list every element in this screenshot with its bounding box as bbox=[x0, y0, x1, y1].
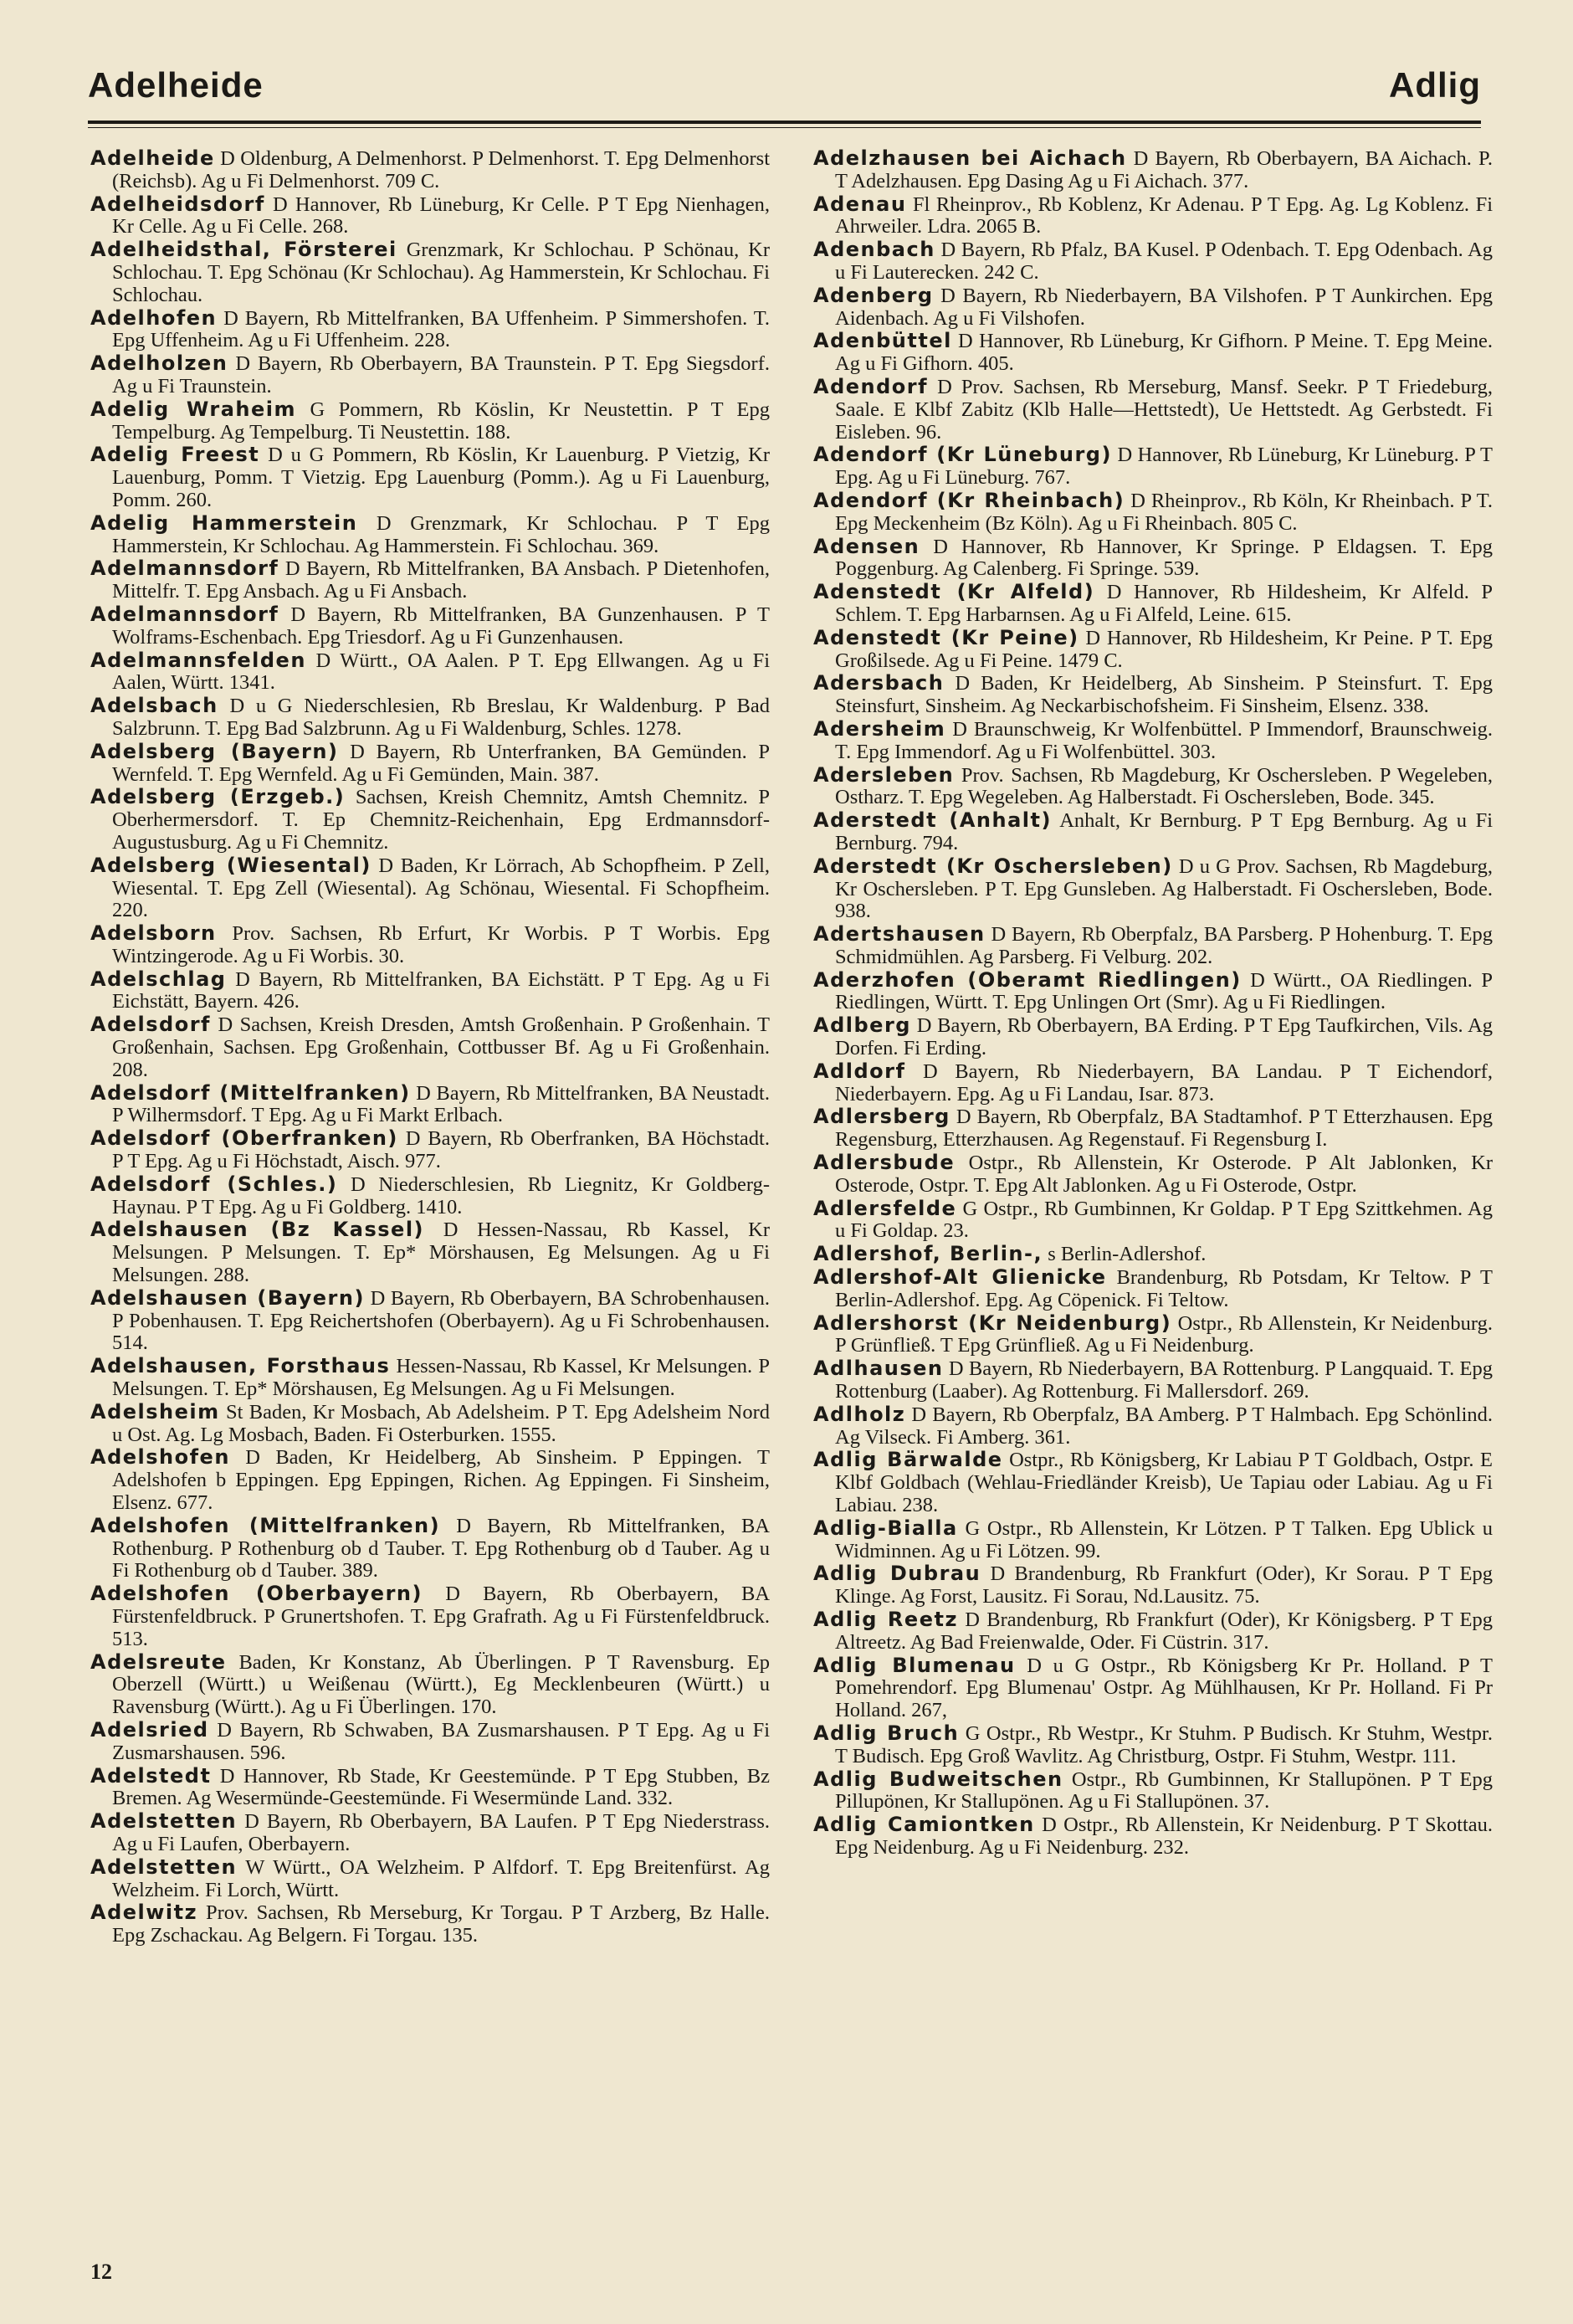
entry-details: D Bayern, Rb Schwaben, BA Zusmarshausen. P T Epg. Ag u Fi Zusmarshausen. 596. bbox=[112, 1718, 771, 1764]
gazetteer-entry bbox=[90, 1810, 770, 1856]
entry-details: D Hannover, Rb Hannover, Kr Springe. P Eldagsen. T. Epg Poggenburg. Ag Calenberg. Fi Springe. 539. bbox=[835, 535, 1493, 581]
entry-headword: Adelshausen (Bz Kassel) bbox=[90, 1218, 425, 1242]
left-column bbox=[90, 147, 770, 1947]
entry-details: D Hannover, Rb Lüneburg, Kr Lüneburg. P T Epg. Ag u Fi Lüneburg. 767. bbox=[835, 444, 1494, 490]
gazetteer-entry bbox=[90, 603, 770, 649]
gazetteer-entry bbox=[813, 627, 1493, 673]
gazetteer-entry bbox=[813, 1403, 1493, 1449]
gazetteer-entry bbox=[813, 1655, 1493, 1722]
entry-details: D Bayern, Rb Mittelfranken, BA Eichstätt. P T Epg. Ag u Fi Eichstätt, Bayern. 426. bbox=[112, 967, 771, 1013]
entry-details: Ostpr., Rb Allenstein, Kr Neidenburg. P Grünfließ. T Epg Grünfließ. Ag u Fi Neidenburg. bbox=[835, 1311, 1494, 1357]
entry-details: D Bayern, Rb Oberbayern, BA Erding. P T Epg Taufkirchen, Vils. Ag Dorfen. Fi Erding. bbox=[835, 1014, 1494, 1060]
entry-headword: Adelshofen (Oberbayern) bbox=[90, 1582, 423, 1606]
entry-details: Fl Rheinprov., Rb Koblenz, Kr Adenau. P T Epg. Ag. Lg Koblenz. Fi Ahrweiler. Ldra. 2065 B. bbox=[835, 192, 1493, 239]
entry-headword: Adelshofen (Mittelfranken) bbox=[90, 1513, 441, 1537]
entry-details: D Bayern, Rb Unterfranken, BA Gemünden. P Wernfeld. T. Epg Wernfeld. Ag u Fi Gemünden, Main. 387. bbox=[112, 740, 770, 786]
gazetteer-entry bbox=[90, 1583, 770, 1650]
gazetteer-entry bbox=[90, 968, 770, 1014]
entry-details: D Bayern, Rb Mittelfranken, BA Ansbach. P Dietenhofen, Mittelfr. T. Epg Ansbach. Ag u Fi Ansbach. bbox=[112, 557, 771, 603]
entry-details: W Württ., OA Welzheim. P Alfdorf. T. Epg Breitenfürst. Ag Welzheim. Fi Lorch, Württ. bbox=[112, 1855, 770, 1901]
entry-details: D u G Niederschlesien, Rb Breslau, Kr Waldenburg. P Bad Salzbrunn. T. Epg Bad Salzbrunn. Ag u Fi Waldenburg, Schles. 1278. bbox=[112, 695, 771, 740]
gazetteer-entry bbox=[90, 1515, 770, 1583]
entry-headword: Adendorf bbox=[813, 374, 929, 398]
entry-details: D Ostpr., Rb Allenstein, Kr Neidenburg. P T Skottau. Epg Neidenburg. Ag u Fi Neidenburg. 232. bbox=[835, 1814, 1494, 1859]
entry-headword: Adendorf (Kr Lüneburg) bbox=[813, 443, 1112, 467]
entry-headword: Adlig-Bialla bbox=[813, 1516, 958, 1540]
header-rule-thin bbox=[88, 127, 1481, 128]
entry-details: D Sachsen, Kreish Dresden, Amtsh Großenhain. P Großenhain. T Großenhain, Sachsen. Epg Großenhain, Cottbusser Bf. Ag u Fi Großenhain. 208. bbox=[112, 1013, 770, 1081]
gazetteer-entry bbox=[90, 239, 770, 306]
entry-headword: Adelmannsfelden bbox=[90, 648, 306, 672]
entry-details: D Brandenburg, Rb Frankfurt (Oder), Kr Sorau. P T Epg Klinge. Ag Forst, Lausitz. Fi Sorau, Nd.Lausitz. 75. bbox=[835, 1562, 1494, 1608]
entry-headword: Adenstedt (Kr Alfeld) bbox=[813, 580, 1095, 604]
gazetteer-entry bbox=[813, 285, 1493, 331]
entry-headword: Adelsbach bbox=[90, 694, 218, 718]
entry-details: Ostpr., Rb Gumbinnen, Kr Stallupönen. P T Epg Pillupönen, Kr Stallupönen. Ag u Fi Stallupönen. 37. bbox=[835, 1767, 1493, 1814]
entry-headword: Adenstedt (Kr Peine) bbox=[813, 625, 1079, 649]
entry-headword: Adlersberg bbox=[813, 1105, 950, 1129]
entry-headword: Adelig Freest bbox=[90, 443, 260, 467]
entry-details: D Bayern, Rb Mittelfranken, BA Neustadt. P Wilhermsdorf. T Epg. Ag u Fi Markt Erlbach. bbox=[112, 1081, 770, 1127]
entry-headword: Adelholzen bbox=[90, 351, 228, 376]
gazetteer-entry bbox=[813, 581, 1493, 627]
entry-details: D Bayern, Rb Oberfranken, BA Höchstadt. P T Epg. Ag u Fi Höchstadt, Aisch. 977. bbox=[112, 1127, 770, 1173]
gazetteer-entry bbox=[813, 1449, 1493, 1516]
gazetteer-entry bbox=[90, 1856, 770, 1902]
entry-details: D Hannover, Rb Stade, Kr Geestemünde. P T Epg Stubben, Bz Bremen. Ag Wesermünde-Geestemünde. Fi Wesermünde Land. 332. bbox=[112, 1764, 771, 1810]
entry-headword: Adelheide bbox=[90, 146, 215, 170]
entry-details: D Baden, Kr Heidelberg, Ab Sinsheim. P Eppingen. T Adelshofen b Eppingen. Epg Eppingen, Richen. Ag Eppingen. Fi Sinsheim, Elsenz. 677. bbox=[112, 1446, 771, 1515]
entry-headword: Adelheidsthal, Försterei bbox=[90, 238, 397, 262]
gazetteer-entry bbox=[813, 764, 1493, 810]
entry-details: D Württ., OA Aalen. P T. Epg Ellwangen. Ag u Fi Aalen, Württ. 1341. bbox=[112, 649, 771, 695]
gazetteer-entry bbox=[813, 1357, 1493, 1403]
gazetteer-entry bbox=[813, 1562, 1493, 1608]
entry-details: D u G Pommern, Rb Köslin, Kr Lauenburg. P Vietzig, Kr Lauenburg, Pomm. T Vietzig. Epg Lauenburg (Pomm.). Ag u Fi Lauenburg, Pomm. 260. bbox=[112, 444, 771, 511]
entry-headword: Adelshausen, Forsthaus bbox=[90, 1354, 391, 1378]
entry-headword: Adendorf (Kr Rheinbach) bbox=[813, 488, 1125, 512]
entry-headword: Adelmannsdorf bbox=[90, 557, 279, 581]
gazetteer-entry bbox=[90, 1218, 770, 1286]
gazetteer-entry bbox=[90, 922, 770, 968]
gazetteer-entry bbox=[813, 718, 1493, 764]
entry-headword: Adlig Budweitschen bbox=[813, 1767, 1063, 1791]
entry-headword: Adelmannsdorf bbox=[90, 602, 279, 626]
gazetteer-entry bbox=[813, 1152, 1493, 1198]
entry-details: D Hessen-Nassau, Rb Kassel, Kr Melsungen. P Melsungen. T. Ep* Mörshausen, Eg Melsungen. Ag u Fi Melsungen. 288. bbox=[112, 1218, 770, 1287]
entry-details: Brandenburg, Rb Potsdam, Kr Teltow. P T Berlin-Adlershof. Epg. Ag Cöpenick. Fi Teltow. bbox=[835, 1266, 1494, 1311]
entry-headword: Adenau bbox=[813, 192, 907, 216]
page-number: 12 bbox=[90, 2260, 112, 2284]
entry-headword: Adersleben bbox=[813, 762, 955, 787]
entry-headword: Adelsdorf (Oberfranken) bbox=[90, 1126, 398, 1151]
gazetteer-entry bbox=[813, 444, 1493, 490]
entry-details: D Bayern, Rb Niederbayern, BA Landau. P T Eichendorf, Niederbayern. Epg. Ag u Fi Landau, Isar. 873. bbox=[835, 1059, 1493, 1106]
entry-details: G Ostpr., Rb Westpr., Kr Stuhm. P Budisch. Kr Stuhm, Westpr. T Budisch. Epg Groß Wavlitz. Ag Christburg, Ostpr. Fi Stuhm, Westpr. 111. bbox=[835, 1721, 1493, 1767]
entry-details: St Baden, Kr Mosbach, Ab Adelsheim. P T. Epg Adelsheim Nord u Ost. Ag. Lg Mosbach, Baden. Fi Osterburken. 1555. bbox=[112, 1400, 770, 1446]
entry-details: D Bayern, Rb Niederbayern, BA Vilshofen. P T Aunkirchen. Epg Aidenbach. Ag u Fi Vilshofen. bbox=[835, 284, 1493, 330]
right-column bbox=[813, 147, 1493, 1860]
entry-headword: Adlersbude bbox=[813, 1151, 956, 1175]
gazetteer-entry bbox=[813, 1722, 1493, 1768]
gazetteer-entry bbox=[90, 1173, 770, 1219]
entry-details: Prov. Sachsen, Rb Merseburg, Kr Torgau. P T Arzberg, Bz Halle. Epg Zschackau. Ag Belgern. Fi Torgau. 135. bbox=[112, 1901, 771, 1947]
entry-headword: Adelsreute bbox=[90, 1649, 227, 1674]
entry-headword: Adelig Wraheim bbox=[90, 397, 297, 421]
entry-details: Sachsen, Kreish Chemnitz, Amtsh Chemnitz. P Oberhermersdorf. T. Ep Chemnitz-Reichenhain, Epg Erdmannsdorf-Augustusburg. Ag u Fi Chemnitz. bbox=[112, 786, 770, 854]
gazetteer-entry bbox=[813, 1768, 1493, 1814]
entry-headword: Adelsberg (Wiesental) bbox=[90, 853, 371, 877]
entry-details: D u G Prov. Sachsen, Rb Magdeburg, Kr Oschersleben. P T. Epg Gunsleben. Ag Halberstadt. Fi Oschersleben, Bode. 938. bbox=[835, 854, 1494, 923]
entry-details: D Bayern, Rb Oberpfalz, BA Stadtamhof. P T Etterzhausen. Epg Regensburg, Etterzhausen. Ag Regenstauf. Fi Regensburg I. bbox=[835, 1106, 1493, 1152]
entry-headword: Adelsried bbox=[90, 1717, 209, 1742]
entry-details: D Baden, Kr Heidelberg, Ab Sinsheim. P Steinsfurt. T. Epg Steinsfurt, Sinsheim. Ag Neckarbischofsheim. Fi Sinsheim, Elsenz. 338. bbox=[835, 672, 1493, 718]
gazetteer-entry bbox=[813, 1198, 1493, 1244]
entry-headword: Adelsdorf bbox=[90, 1013, 211, 1037]
gazetteer-entry bbox=[813, 490, 1493, 536]
entry-headword: Adelstetten bbox=[90, 1809, 238, 1834]
entry-headword: Adelhofen bbox=[90, 305, 218, 330]
gazetteer-entry bbox=[90, 1651, 770, 1719]
header-last-entry: Adlig bbox=[1389, 65, 1481, 105]
entry-details: D Bayern, Rb Oberpfalz, BA Amberg. P T Halmbach. Epg Schönlind. Ag Vilseck. Fi Amberg. 361. bbox=[835, 1403, 1494, 1449]
entry-details: D Oldenburg, A Delmenhorst. P Delmenhorst. T. Epg Delmenhorst (Reichsb). Ag u Fi Delmenhorst. 709 C. bbox=[112, 147, 771, 192]
header-rule-thick bbox=[88, 121, 1481, 124]
entry-details: D Bayern, Rb Oberbayern, BA Schrobenhausen. P Pobenhausen. T. Epg Reichertshofen (Oberbayern). Ag u Fi Schrobenhausen. 514. bbox=[112, 1286, 770, 1355]
header-first-entry: Adelheide bbox=[88, 65, 264, 105]
entry-headword: Adlberg bbox=[813, 1013, 911, 1038]
entry-details: D Bayern, Rb Mittelfranken, BA Rothenburg. P Rothenburg ob d Tauber. T. Epg Rothenburg ob d Tauber. Ag u Fi Rothenburg ob d Tauber. 389. bbox=[112, 1514, 771, 1583]
entry-headword: Adelsheim bbox=[90, 1399, 220, 1424]
gazetteer-entry bbox=[90, 557, 770, 603]
running-header bbox=[88, 65, 1481, 114]
gazetteer-entry bbox=[813, 1608, 1493, 1655]
gazetteer-entry bbox=[90, 1901, 770, 1947]
entry-details: Hessen-Nassau, Rb Kassel, Kr Melsungen. P Melsungen. T. Ep* Mörshausen, Eg Melsungen. Ag u Fi Melsungen. bbox=[112, 1355, 770, 1401]
entry-headword: Adelsberg (Erzgeb.) bbox=[90, 785, 346, 809]
gazetteer-entry bbox=[90, 649, 770, 695]
entry-headword: Adelsborn bbox=[90, 921, 217, 946]
entry-details: G Pommern, Rb Köslin, Kr Neustettin. P T Epg Tempelburg. Ag Tempelburg. Ti Neustettin. 188. bbox=[112, 398, 771, 444]
gazetteer-entry bbox=[90, 307, 770, 353]
gazetteer-entry bbox=[813, 239, 1493, 285]
entry-headword: Adersbach bbox=[813, 671, 945, 695]
entry-details: D Rheinprov., Rb Köln, Kr Rheinbach. P T. Epg Meckenheim (Bz Köln). Ag u Fi Rheinbach. 805 C. bbox=[835, 489, 1493, 535]
entry-headword: Adlig Bruch bbox=[813, 1721, 960, 1745]
gazetteer-entry bbox=[813, 1106, 1493, 1152]
entry-headword: Adertshausen bbox=[813, 922, 986, 947]
entry-headword: Adelsdorf (Schles.) bbox=[90, 1172, 338, 1196]
entry-details: D Hannover, Rb Lüneburg, Kr Celle. P T Epg Nienhagen, Kr Celle. Ag u Fi Celle. 268. bbox=[112, 192, 771, 239]
gazetteer-entry bbox=[813, 923, 1493, 969]
entry-headword: Adlershof-Alt Glienicke bbox=[813, 1265, 1107, 1290]
gazetteer-entry bbox=[813, 1312, 1493, 1358]
entry-headword: Aderstedt (Anhalt) bbox=[813, 808, 1052, 833]
gazetteer-entry bbox=[813, 330, 1493, 376]
entry-headword: Adenbüttel bbox=[813, 329, 952, 353]
gazetteer-entry bbox=[813, 969, 1493, 1015]
entry-headword: Adelshausen (Bayern) bbox=[90, 1285, 365, 1310]
gazetteer-entry bbox=[813, 855, 1493, 923]
entry-headword: Adelwitz bbox=[90, 1901, 198, 1925]
entry-details: D Bayern, Rb Oberbayern, BA Laufen. P T Epg Niederstrass. Ag u Fi Laufen, Oberbayern. bbox=[112, 1810, 770, 1855]
entry-details: D Bayern, Rb Mittelfranken, BA Uffenheim. P Simmershofen. T. Epg Uffenheim. Ag u Fi Uffenheim. 228. bbox=[112, 306, 770, 352]
gazetteer-entry bbox=[90, 1719, 770, 1765]
gazetteer-entry bbox=[813, 1014, 1493, 1060]
entry-headword: Adenberg bbox=[813, 283, 934, 307]
gazetteer-entry bbox=[90, 147, 770, 193]
entry-headword: Adelzhausen bei Aichach bbox=[813, 146, 1127, 170]
entry-details: D Bayern, Rb Oberbayern, BA Traunstein. P T. Epg Siegsdorf. Ag u Fi Traunstein. bbox=[112, 352, 770, 398]
gazetteer-entry bbox=[90, 512, 770, 558]
entry-details: G Ostpr., Rb Gumbinnen, Kr Goldap. P T Epg Szittkehmen. Ag u Fi Goldap. 23. bbox=[835, 1197, 1493, 1243]
entry-headword: Adlershorst (Kr Neidenburg) bbox=[813, 1311, 1172, 1335]
entry-details: D Prov. Sachsen, Rb Merseburg, Mansf. Seekr. P T Friedeburg, Saale. E Klbf Zabitz (Klb Halle—Hettstedt), Ue Hettstedt. Ag Gerbstedt. Fi Eisleben. 96. bbox=[835, 375, 1494, 444]
entry-details: Baden, Kr Konstanz, Ab Überlingen. P T Ravensburg. Ep Oberzell (Württ.) u Weißenau (Württ.), Eg Mecklenbeuren (Württ.) u Ravensburg (Württ.). Ag u Fi Überlingen. 170. bbox=[112, 1650, 771, 1719]
entry-headword: Adlershof, Berlin-, bbox=[813, 1242, 1043, 1266]
gazetteer-entry bbox=[90, 1127, 770, 1173]
entry-headword: Adlholz bbox=[813, 1402, 906, 1426]
gazetteer-entry bbox=[813, 809, 1493, 855]
gazetteer-entry bbox=[813, 1266, 1493, 1312]
gazetteer-entry bbox=[813, 147, 1493, 193]
entry-headword: Adlig Camiontken bbox=[813, 1813, 1035, 1837]
entry-details: G Ostpr., Rb Allenstein, Kr Lötzen. P T Talken. Epg Ublick u Widminnen. Ag u Fi Lötzen. 99. bbox=[835, 1516, 1493, 1562]
entry-headword: Adelschlag bbox=[90, 967, 227, 991]
entry-details: D Brandenburg, Rb Frankfurt (Oder), Kr Königsberg. P T Epg Altreetz. Ag Bad Freienwalde, Oder. Fi Cüstrin. 317. bbox=[835, 1608, 1494, 1654]
gazetteer-entry bbox=[90, 1013, 770, 1081]
entry-details: D Bayern, Rb Pfalz, BA Kusel. P Odenbach. T. Epg Odenbach. Ag u Fi Lauterecken. 242 C. bbox=[835, 239, 1494, 284]
entry-headword: Aderstedt (Kr Oschersleben) bbox=[813, 854, 1173, 878]
gazetteer-entry bbox=[813, 536, 1493, 582]
entry-details: D Niederschlesien, Rb Liegnitz, Kr Goldberg-Haynau. P T Epg. Ag u Fi Goldberg. 1410. bbox=[112, 1172, 770, 1218]
entry-headword: Adlig Blumenau bbox=[813, 1653, 1016, 1677]
gazetteer-entry bbox=[813, 193, 1493, 239]
entry-headword: Adelstetten bbox=[90, 1855, 238, 1879]
entry-details: D Hannover, Rb Hildesheim, Kr Peine. P T. Epg Großilsede. Ag u Fi Peine. 1479 C. bbox=[835, 626, 1494, 672]
entry-details: D Bayern, Rb Mittelfranken, BA Gunzenhausen. P T Wolframs-Eschenbach. Epg Triesdorf. Ag u Fi Gunzenhausen. bbox=[112, 603, 770, 649]
entry-headword: Adelstedt bbox=[90, 1763, 212, 1788]
gazetteer-entry bbox=[90, 352, 770, 398]
entry-details: D Baden, Kr Lörrach, Ab Schopfheim. P Zell, Wiesental. T. Epg Zell (Wiesental). Ag Schönau, Wiesental. Fi Schopfheim. 220. bbox=[112, 854, 770, 922]
gazetteer-entry bbox=[813, 376, 1493, 444]
entry-headword: Adlig Bärwalde bbox=[813, 1448, 1003, 1472]
entry-details: Prov. Sachsen, Rb Erfurt, Kr Worbis. P T Worbis. Epg Wintzingerode. Ag u Fi Worbis. 30. bbox=[112, 922, 771, 967]
entry-headword: Adersheim bbox=[813, 716, 946, 741]
gazetteer-entry bbox=[90, 1765, 770, 1811]
gazetteer-entry bbox=[90, 854, 770, 922]
gazetteer-entry bbox=[90, 193, 770, 239]
entry-headword: Adlig Dubrau bbox=[813, 1562, 981, 1586]
entry-details: D Braunschweig, Kr Wolfenbüttel. P Immendorf, Braunschweig. T. Epg Immendorf. Ag u Fi Wolfenbüttel. 303. bbox=[835, 717, 1493, 763]
entry-headword: Adlig Reetz bbox=[813, 1608, 958, 1631]
entry-details: Prov. Sachsen, Rb Magdeburg, Kr Oschersleben. P Wegeleben, Ostharz. T. Epg Wegeleben. Ag Halberstadt. Fi Oschersleben, Bode. 345. bbox=[835, 763, 1494, 809]
entry-headword: Adldorf bbox=[813, 1059, 906, 1083]
gazetteer-entry bbox=[813, 1517, 1493, 1563]
gazetteer-entry bbox=[90, 1082, 770, 1128]
gazetteer-entry bbox=[90, 1446, 770, 1514]
gazetteer-entry bbox=[90, 1287, 770, 1355]
gazetteer-entry bbox=[813, 1060, 1493, 1106]
gazetteer-entry bbox=[90, 398, 770, 444]
entry-headword: Adenbach bbox=[813, 238, 935, 262]
entry-details: D Bayern, Rb Oberbayern, BA Fürstenfeldbruck. P Grunertshofen. T. Epg Grafrath. Ag u Fi Fürstenfeldbruck. 513. bbox=[112, 1583, 771, 1650]
gazetteer-entry bbox=[813, 1814, 1493, 1860]
entry-headword: Adlhausen bbox=[813, 1357, 944, 1381]
gazetteer-entry bbox=[90, 1401, 770, 1447]
entry-details: Ostpr., Rb Allenstein, Kr Osterode. P Alt Jablonken, Kr Osterode, Ostpr. T. Epg Alt Jablonken. Ag u Fi Osterode, Ostpr. bbox=[835, 1152, 1493, 1197]
gazetteer-entry bbox=[90, 695, 770, 741]
entry-headword: Adelsberg (Bayern) bbox=[90, 739, 339, 763]
entry-headword: Adelheidsdorf bbox=[90, 192, 265, 216]
gazetteer-entry bbox=[813, 1243, 1493, 1266]
entry-details: D Hannover, Rb Lüneburg, Kr Gifhorn. P Meine. T. Epg Meine. Ag u Fi Gifhorn. 405. bbox=[835, 330, 1493, 376]
entry-details: Anhalt, Kr Bernburg. P T Epg Bernburg. Ag u Fi Bernburg. 794. bbox=[835, 809, 1494, 854]
gazetteer-entry bbox=[90, 444, 770, 511]
entry-details: D Hannover, Rb Hildesheim, Kr Alfeld. P Schlem. T. Epg Harbarnsen. Ag u Fi Alfeld, Leine. 615. bbox=[835, 581, 1494, 626]
entry-headword: Adensen bbox=[813, 534, 920, 558]
entry-details: D Bayern, Rb Oberpfalz, BA Parsberg. P Hohenburg. T. Epg Schmidmühlen. Ag Parsberg. Fi Velburg. 202. bbox=[835, 923, 1493, 968]
gazetteer-entry bbox=[90, 741, 770, 787]
entry-details: D Grenzmark, Kr Schlochau. P T Epg Hammerstein, Kr Schlochau. Ag Hammerstein. Fi Schlochau. 369. bbox=[112, 511, 770, 557]
entry-details: Grenzmark, Kr Schlochau. P Schönau, Kr Schlochau. T. Epg Schönau (Kr Schlochau). Ag Hammerstein, Kr Schlochau. Fi Schlochau. bbox=[112, 239, 771, 306]
gazetteer-entry bbox=[90, 1355, 770, 1401]
entry-details: D Bayern, Rb Oberbayern, BA Aichach. P. T Adelzhausen. Epg Dasing Ag u Fi Aichach. 377. bbox=[835, 147, 1494, 192]
entry-details: s Berlin-Adlershof. bbox=[1048, 1243, 1207, 1266]
gazetteer-entry bbox=[813, 672, 1493, 718]
entry-details: D Württ., OA Riedlingen. P Riedlingen, Württ. T. Epg Unlingen Ort (Smr). Ag u Fi Riedlingen. bbox=[835, 968, 1494, 1014]
entry-headword: Adlersfelde bbox=[813, 1196, 957, 1220]
entry-details: D u G Ostpr., Rb Königsberg Kr Pr. Holland. P T Pomehrendorf. Epg Blumenau' Ostpr. Ag Mühlhausen, Kr Pr. Holland. Fi Pr Holland. 267, bbox=[835, 1654, 1494, 1722]
entry-headword: Adelig Hammerstein bbox=[90, 510, 358, 535]
gazetteer-entry bbox=[90, 786, 770, 854]
entry-headword: Aderzhofen (Oberamt Riedlingen) bbox=[813, 967, 1242, 992]
entry-headword: Adelsdorf (Mittelfranken) bbox=[90, 1080, 411, 1105]
entry-details: Ostpr., Rb Königsberg, Kr Labiau P T Goldbach, Ostpr. E Klbf Goldbach (Wehlau-Friedländer Kreisb), Ue Tapiau oder Labiau. Ag u Fi Labiau. 238. bbox=[835, 1449, 1493, 1517]
entry-headword: Adelshofen bbox=[90, 1445, 230, 1470]
entry-details: D Bayern, Rb Niederbayern, BA Rottenburg. P Langquaid. T. Epg Rottenburg (Laaber). Ag Rottenburg. Fi Mallersdorf. 269. bbox=[835, 1357, 1494, 1403]
